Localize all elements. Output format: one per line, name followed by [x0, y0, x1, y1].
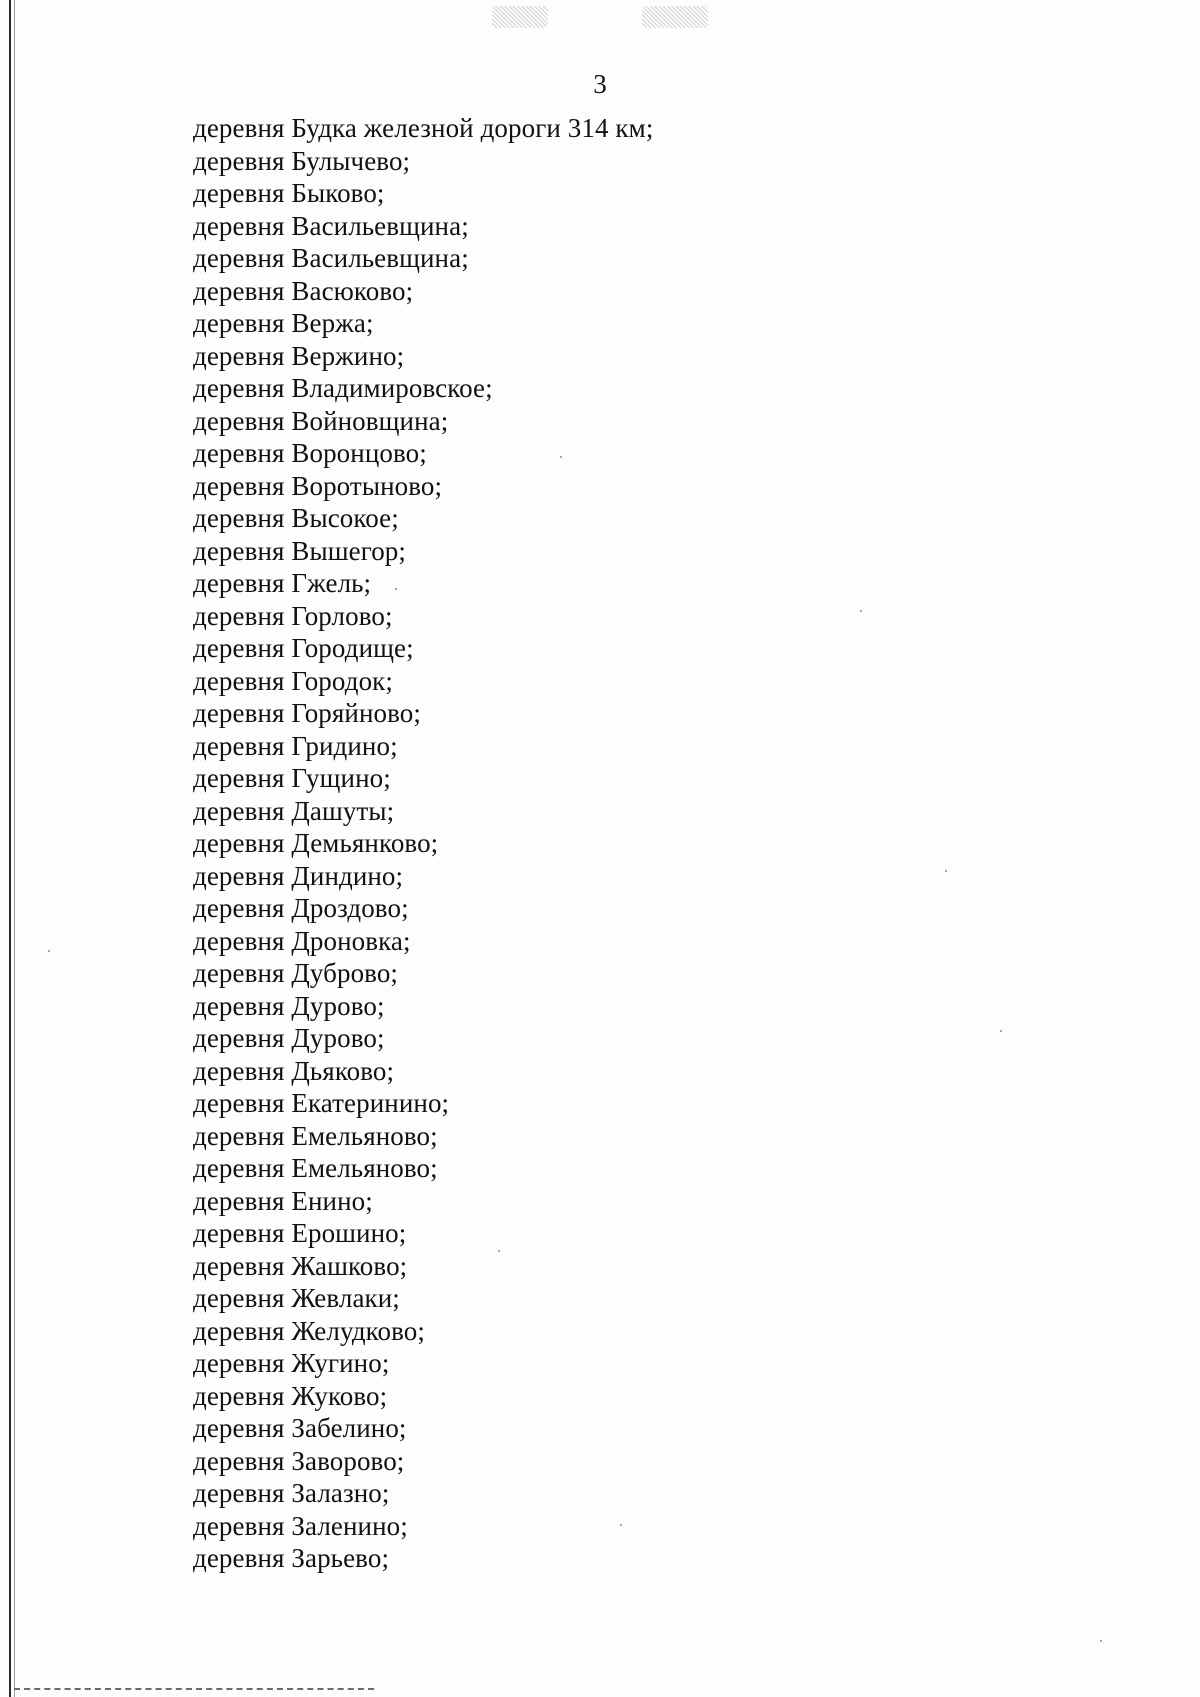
settlement-entry: деревня Заворово; [193, 1445, 405, 1476]
settlement-entry: деревня Желудково; [193, 1315, 425, 1346]
settlement-entry: деревня Васильевщина; [193, 210, 469, 241]
page-number: 3 [593, 69, 607, 99]
settlement-entry: деревня Екатеринино; [193, 1088, 450, 1118]
settlement-entry: деревня Жугино; [193, 1348, 390, 1378]
settlement-entry: деревня Дурово; [193, 990, 385, 1021]
settlement-entry: деревня Жашково; [193, 1250, 408, 1281]
settlement-entry: деревня Ерошино; [193, 1218, 407, 1248]
settlement-entry: деревня Вержа; [193, 308, 374, 338]
settlement-entry: деревня Дуброво; [193, 958, 399, 988]
settlement-entry: деревня Дроновка; [193, 925, 411, 956]
settlement-entry: деревня Горлово; [193, 600, 393, 631]
settlement-entry: деревня Воронцово; [193, 438, 427, 468]
settlement-entry: деревня Дьяково; [193, 1055, 395, 1086]
scan-left-border [9, 0, 11, 1697]
settlement-entry: деревня Вержино; [193, 340, 405, 371]
scan-speck [1100, 1640, 1102, 1642]
settlement-entry: деревня Васильевщина; [193, 243, 469, 273]
settlement-entry: деревня Забелино; [193, 1413, 407, 1443]
settlement-entry: деревня Гридино; [193, 730, 398, 761]
scan-speck [620, 1524, 622, 1526]
settlement-entry: деревня Енино; [193, 1185, 373, 1216]
settlement-entry: деревня Дроздово; [193, 893, 409, 923]
settlement-entry: деревня Жуково; [193, 1380, 388, 1411]
scan-left-border-inner [14, 0, 15, 1697]
scan-speck [945, 870, 947, 872]
settlement-entry: деревня Городище; [193, 633, 414, 663]
scan-speck [48, 950, 50, 952]
settlement-entry: деревня Гжель; [193, 568, 372, 598]
settlement-entry: деревня Городок; [193, 665, 393, 696]
settlement-entry: деревня Высокое; [193, 503, 399, 533]
settlement-entry: деревня Залазно; [193, 1478, 390, 1508]
settlement-entry: деревня Воротыново; [193, 470, 443, 501]
settlement-list [193, 112, 653, 1575]
settlement-entry: деревня Горяйново; [193, 698, 421, 728]
settlement-entry: деревня Диндино; [193, 860, 404, 891]
settlement-entry: деревня Емельяново; [193, 1153, 438, 1183]
settlement-entry: деревня Гущино; [193, 763, 391, 793]
settlement-entry: деревня Васюково; [193, 275, 414, 306]
settlement-entry: деревня Вышегор; [193, 535, 406, 566]
faded-stamp-mark [492, 6, 548, 28]
settlement-entry: деревня Жевлаки; [193, 1283, 400, 1313]
settlement-entry: деревня Владимировское; [193, 373, 493, 403]
settlement-entry: деревня Войновщина; [193, 405, 449, 436]
settlement-entry: деревня Дашуты; [193, 795, 395, 826]
settlement-entry: деревня Булычево; [193, 145, 411, 176]
scan-speck [1000, 1030, 1002, 1032]
settlement-entry: деревня Емельяново; [193, 1120, 438, 1151]
scan-speck [860, 610, 862, 612]
settlement-entry: деревня Демьянково; [193, 828, 439, 858]
faded-stamp-mark [642, 6, 708, 28]
scan-speck [395, 588, 397, 590]
settlement-entry: деревня Зарьево; [193, 1543, 390, 1573]
settlement-entry: деревня Заленино; [193, 1510, 408, 1541]
scan-speck [498, 1250, 500, 1252]
settlement-entry: деревня Быково; [193, 178, 385, 208]
bottom-dashed-rule [14, 1688, 374, 1690]
settlement-entry: деревня Будка железной дороги 314 км; [193, 113, 654, 143]
settlement-entry: деревня Дурово; [193, 1023, 385, 1053]
scan-speck [560, 456, 562, 458]
